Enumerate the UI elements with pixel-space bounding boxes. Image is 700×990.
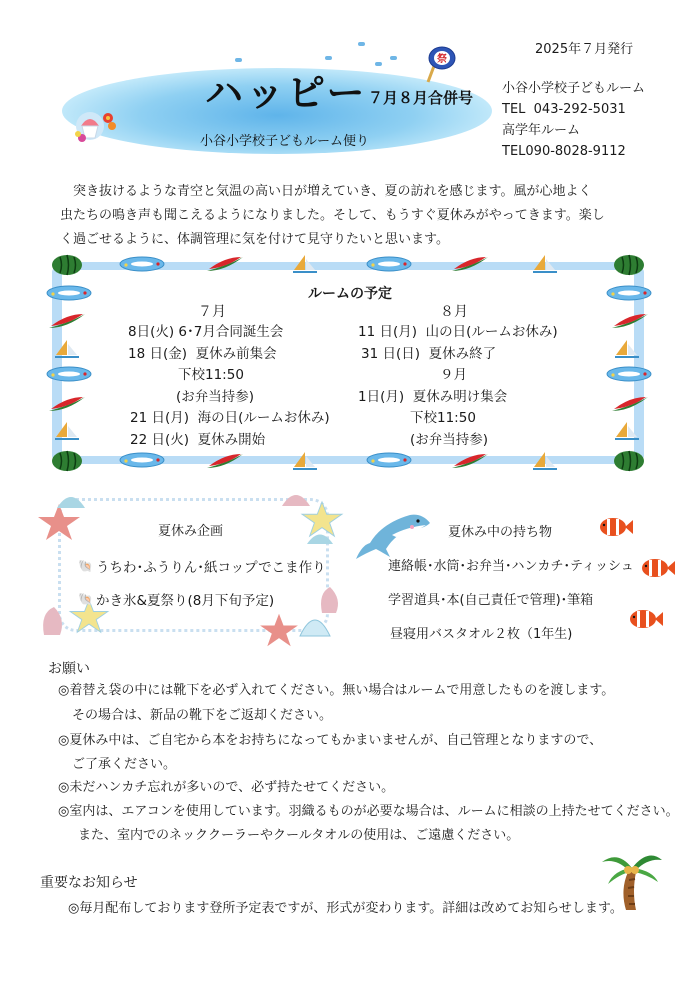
watermelon-slice-icon [450,452,490,470]
snail-shell-icon: 🐚 [78,592,93,606]
request-line: ◎未だハンカチ忘れが多いので、必ず持たせてください。 [58,780,395,795]
schedule-item: 18 日(金) 夏休み前集会 [128,345,277,362]
carry-items-title: 夏休み中の持ち物 [448,525,553,540]
contact-upper-room-name: 高学年ルーム [502,123,581,138]
seashell-icon [280,490,312,508]
bubble-decoration [325,56,332,60]
sailboat-icon [530,450,560,472]
seashell-icon [55,492,87,510]
request-line: ◎室内は、エアコンを使用しています。羽織るものが必要な場合は、ルームに相談の上持たせてください。 [58,804,679,819]
newsletter-title: ハッピー [205,71,368,115]
watermelon-slice-icon [47,395,87,413]
schedule-month-september: ９月 [440,367,467,383]
intro-line: 虫たちの鳴き声も聞こえるようになりました。そして、もうすぐ夏休みがやってきます。楽し [60,208,605,223]
schedule-item: 22 日(火) 夏休み開始 [130,431,266,448]
requests-heading: お願い [48,661,90,677]
carry-item: 昼寝用バスタオル２枚（1年生) [390,627,573,642]
watermelon-icon [50,254,84,276]
schedule-item: (お弁当持参) [410,431,489,448]
svg-text:祭: 祭 [437,54,447,65]
clownfish-icon [640,557,676,579]
request-line: その場合は、新品の靴下をご返却ください。 [72,708,333,723]
starfish-icon [258,612,300,648]
clownfish-icon [628,608,664,630]
intro-line: 突き抜けるような青空と気温の高い日が増えていき、夏の訪れを感じます。風が心地よく [73,184,592,199]
swim-ring-icon [118,452,166,468]
clownfish-icon [598,516,634,538]
contact-room-phone: TEL 043-292-5031 [502,102,626,117]
schedule-august-list [358,322,558,451]
seashell-icon [40,605,66,637]
notice-heading: 重要なお知らせ [40,875,138,891]
watermelon-slice-icon [610,395,650,413]
carry-item: 学習道具･本(自己責任で管理)･筆箱 [388,593,594,608]
event-item: 🐚 うちわ･ふうりん･紙コップでこま作り [78,559,326,576]
schedule-item: 11 日(月) 山の日(ルームお休み) [358,324,558,340]
palm-tree-icon [598,846,664,914]
schedule-july-list [128,322,330,451]
contact-upper-room-phone: TEL090-8028-9112 [502,144,626,159]
schedule-item: 31 日(日) 夏休み終了 [361,345,497,362]
request-line: ◎着替え袋の中には靴下を必ず入れてください。無い場合はルームで用意したものを渡します。 [58,683,615,698]
watermelon-slice-icon [205,452,245,470]
bubble-decoration [375,62,382,66]
intro-paragraph [60,180,650,252]
schedule-item: 8日(火) 6･7月合同誕生会 [128,324,284,340]
watermelon-slice-icon [47,312,87,330]
carry-item: 連絡帳･水筒･お弁当･ハンカチ･ティッシュ [388,559,634,574]
swim-ring-icon [605,366,653,382]
schedule-item: 下校11:50 [410,410,476,426]
event-item: 🐚 かき氷&夏祭り(8月下旬予定) [78,592,275,609]
notice-line: ◎毎月配布しております登所予定表ですが、形式が変わります。詳細は改めてお知らせします。 [68,901,623,916]
seashell-icon [318,585,342,615]
snail-shell-icon: 🐚 [78,559,93,573]
swim-ring-icon [365,256,413,272]
request-line: ご了承ください。 [72,757,177,772]
seashell-icon [298,612,332,638]
schedule-item: (お弁当持参) [176,388,255,405]
watermelon-icon [50,450,84,472]
issue-label: ７月８月合併号 [368,89,474,107]
sailboat-icon [52,420,82,442]
swim-ring-icon [45,366,93,382]
watermelon-icon [612,254,646,276]
uchiwa-fan-icon [422,44,456,84]
request-line: ◎夏休み中は、ご自宅から本をお持ちになってもかまいませんが、自己管理となりますので、 [58,733,603,748]
schedule-month-july: ７月 [198,304,226,320]
shaved-ice-icon [72,108,120,144]
issue-date: 2025年７月発行 [535,42,634,57]
seashell-icon [305,530,335,546]
sailboat-icon [290,253,320,275]
schedule-item: 下校11:50 [178,367,244,383]
watermelon-icon [612,450,646,472]
intro-line: く過ごせるように、体調管理に気を付けて見守りたいと思います。 [60,232,449,247]
request-line: また、室内でのネッククーラーやクールタオルの使用は、ご遠慮ください。 [78,828,520,843]
watermelon-slice-icon [450,255,490,273]
bubble-decoration [390,56,397,60]
schedule-item: 1日(月) 夏休み明け集会 [358,388,508,405]
newsletter-subtitle: 小谷小学校子どもルーム便り [200,134,370,149]
sailboat-icon [52,338,82,360]
watermelon-slice-icon [610,312,650,330]
schedule-month-august: ８月 [440,304,468,320]
watermelon-slice-icon [205,255,245,273]
schedule-title: ルームの予定 [308,286,392,302]
contact-room-name: 小谷小学校子どもルーム [502,81,646,96]
events-title: 夏休み企画 [158,524,224,539]
bubble-decoration [358,42,365,46]
contact-block [502,78,645,162]
swim-ring-icon [365,452,413,468]
swim-ring-icon [118,256,166,272]
sailboat-icon [612,338,642,360]
sailboat-icon [530,253,560,275]
sailboat-icon [290,450,320,472]
sailboat-icon [612,420,642,442]
schedule-item: 21 日(月) 海の日(ルームお休み) [130,410,330,426]
